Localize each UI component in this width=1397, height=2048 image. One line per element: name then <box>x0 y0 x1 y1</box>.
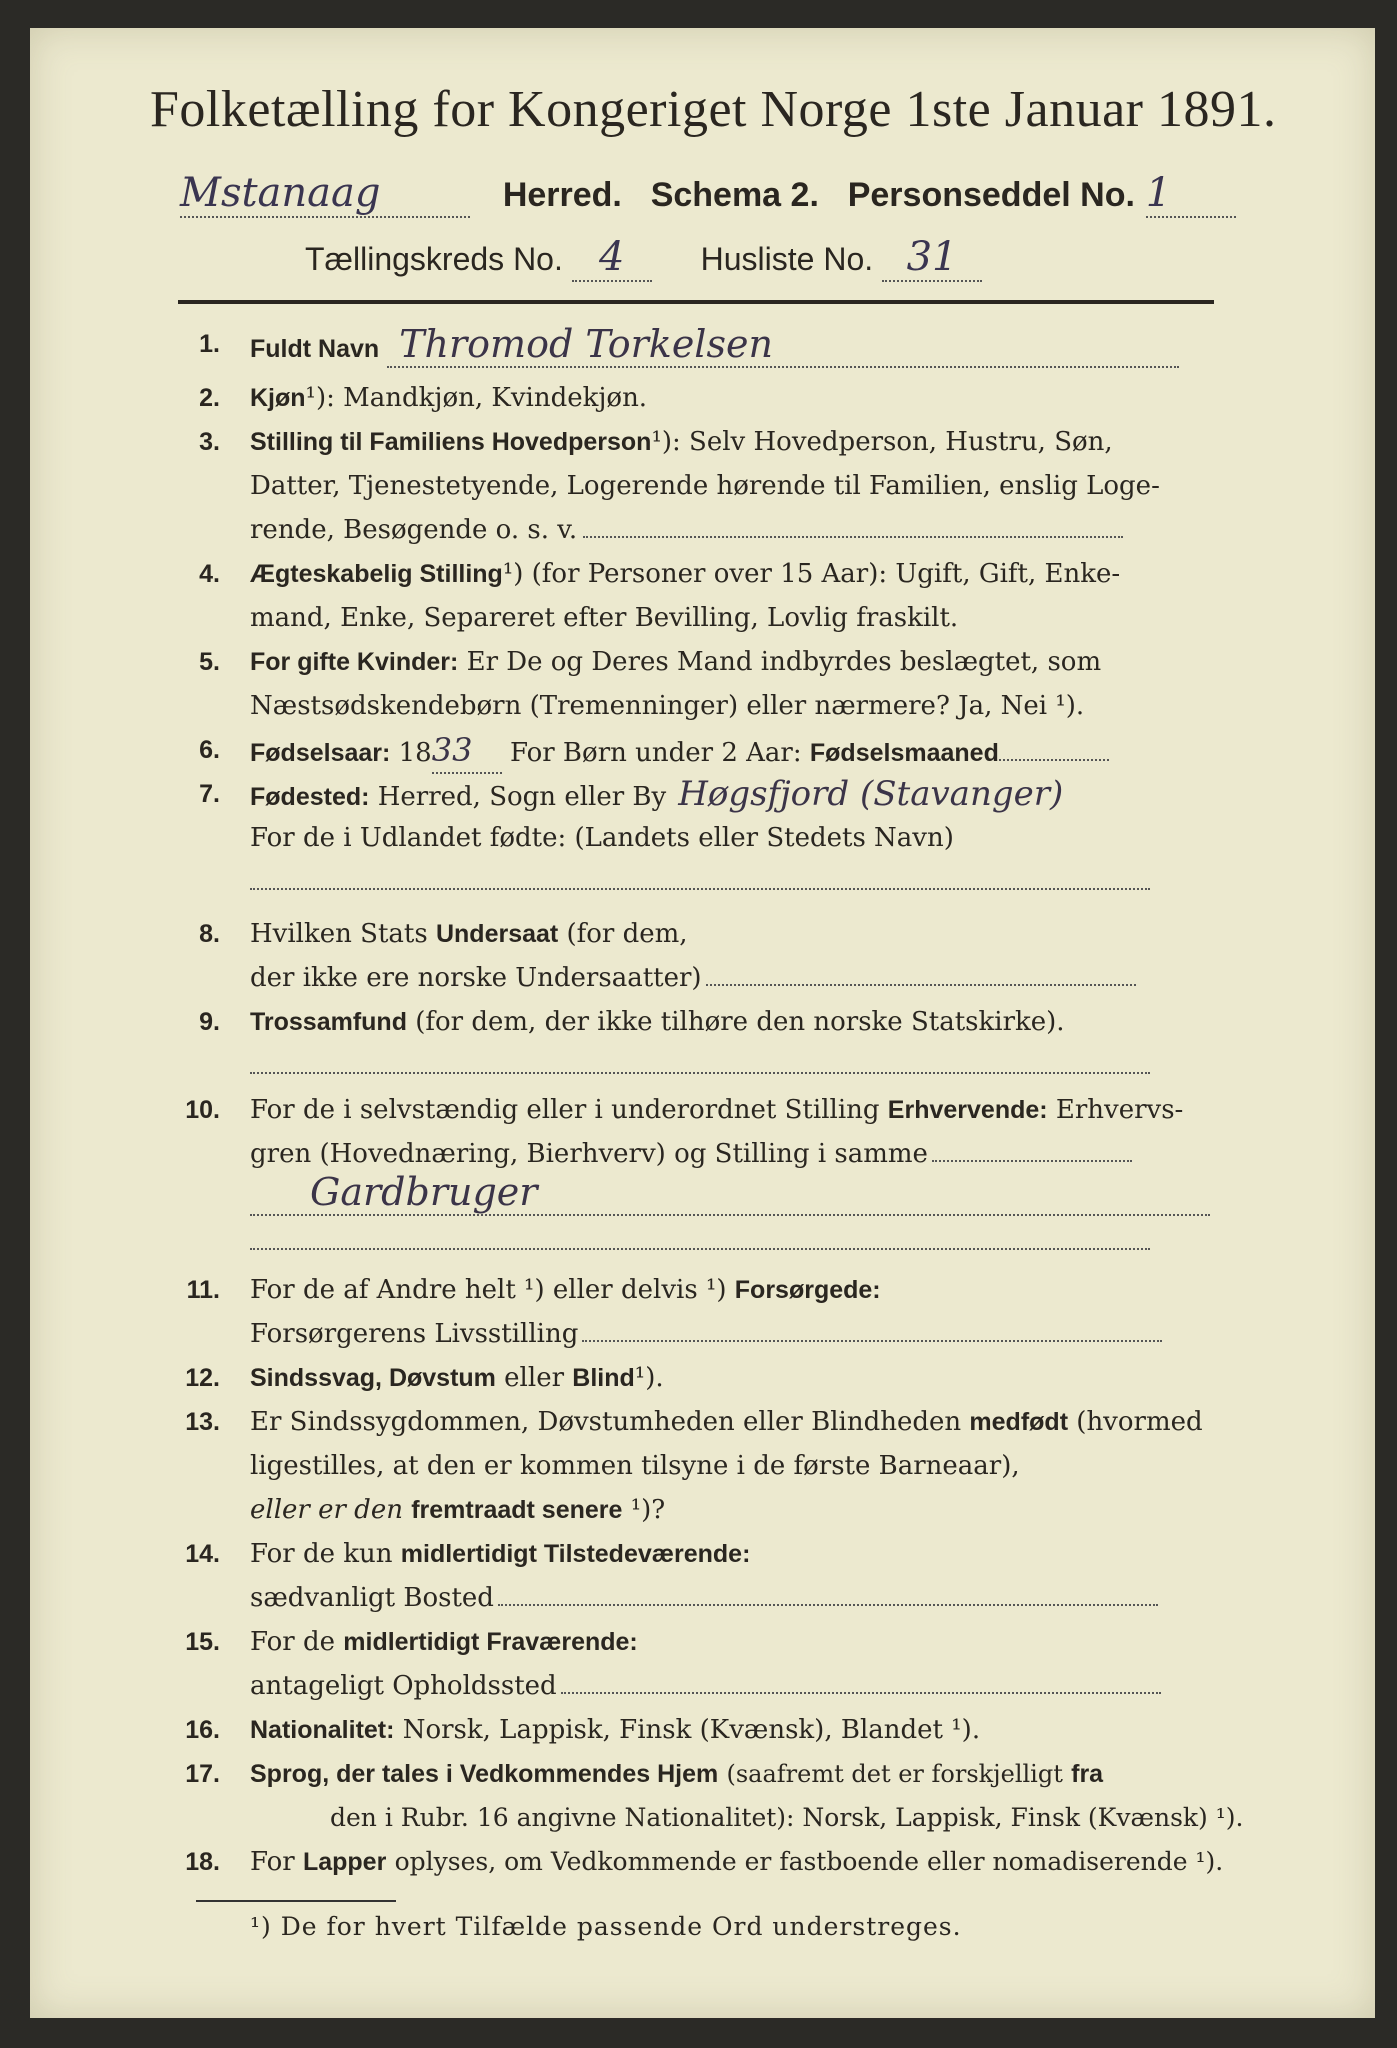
q8-text: Hvilken Stats <box>250 919 428 949</box>
q7-label: Fødested: <box>250 783 370 811</box>
q13-cont2-b: fremtraadt senere <box>411 1496 623 1524</box>
q8-number: 8. <box>199 920 220 948</box>
q16-text: Norsk, Lappisk, Finsk (Kvænsk), Blandet ¹). <box>402 1715 981 1745</box>
personseddel-value: 1 <box>1146 170 1236 218</box>
q13-number: 13. <box>185 1408 220 1436</box>
q15-dotted-line <box>561 1692 1161 1694</box>
q13-continuation-1: ligestilles, at den er kommen tilsyne i de første Barneaar), <box>250 1451 1020 1481</box>
footnote: ¹) De for hvert Tilfælde passende Ord understreges. <box>250 1912 962 1941</box>
q8-label: Undersaat <box>435 920 559 948</box>
q1-number: 1. <box>199 330 220 358</box>
q15-number: 15. <box>185 1628 220 1656</box>
q14-cont1-text: sædvanligt Bosted <box>250 1583 494 1613</box>
husliste-value: 31 <box>882 234 982 282</box>
q10-occupation-value: Gardbruger <box>250 1170 1210 1216</box>
q10-text: For de i selvstændig eller i underordnet Stilling <box>250 1095 880 1125</box>
q13-continuation-2 <box>250 1488 1240 1532</box>
q17-label: Sprog, der tales i Vedkommendes Hjem <box>250 1760 719 1788</box>
q12-label2: Blind <box>572 1364 635 1392</box>
q4-number: 4. <box>199 560 220 588</box>
q12-label: Sindssvag, Døvstum <box>250 1364 496 1392</box>
q6-year-value: 33 <box>432 728 502 774</box>
q10-cont1-text: gren (Hovednæring, Bierhverv) og Stilling i samme <box>250 1139 928 1169</box>
q17-label2: fra <box>1071 1760 1104 1788</box>
q15-continuation-1 <box>250 1664 1240 1708</box>
kreds-label: Tællingskreds No. <box>305 241 563 277</box>
q8-text2: (for dem, <box>566 919 688 949</box>
q13-text: Er Sindssygdommen, Døvstumheden eller Blindheden <box>250 1407 962 1437</box>
q10-value-line <box>250 1170 1240 1219</box>
q6-label: Fødselsaar: <box>250 739 391 767</box>
q9-text: (for dem, der ikke tilhøre den norske Statskirke). <box>415 1007 1065 1037</box>
q10-label: Erhvervende: <box>887 1096 1048 1124</box>
q2-label: Kjøn <box>250 384 306 412</box>
husliste-label: Husliste No. <box>700 241 874 277</box>
q7-dotted-line <box>250 888 1150 890</box>
herred-value: Mstanaag <box>180 170 470 218</box>
q17-continuation-1: den i Rubr. 16 angivne Nationalitet): Norsk, Lappisk, Finsk (Kvænsk) ¹). <box>330 1803 1244 1832</box>
q14-dotted-line <box>498 1604 1158 1606</box>
q8-dotted-line <box>706 984 1136 986</box>
q4-text: ¹) (for Personer over 15 Aar): Ugift, Gift, Enke- <box>502 559 1121 589</box>
q3-text: ¹): Selv Hovedperson, Hustru, Søn, <box>651 427 1113 457</box>
q4-label: Ægteskabelig Stilling <box>250 560 503 588</box>
q7-number: 7. <box>199 780 220 808</box>
q15-text: For de <box>250 1627 335 1657</box>
q11-cont1-text: Forsørgerens Livsstilling <box>250 1319 579 1349</box>
herred-label: Herred. <box>502 176 622 214</box>
q5-label: For gifte Kvinder: <box>250 648 459 676</box>
q2-number: 2. <box>199 384 220 412</box>
q12-number: 12. <box>185 1364 220 1392</box>
q9-dotted-line <box>250 1072 1150 1074</box>
q13-cont2-a: eller er den <box>250 1495 403 1525</box>
q6-label2: Fødselsmaaned <box>809 739 999 767</box>
q11-label: Forsørgede: <box>734 1276 881 1304</box>
q3-number: 3. <box>199 428 220 456</box>
q17-text: (saafremt det er forskjelligt <box>726 1760 1063 1788</box>
q10-number: 10. <box>185 1096 220 1124</box>
q1-label: Fuldt Navn <box>250 335 380 363</box>
q10-text2: Erhvervs- <box>1055 1095 1184 1125</box>
q16-number: 16. <box>185 1716 220 1744</box>
q5-text: Er De og Deres Mand indbyrdes beslægtet, som <box>466 647 1102 677</box>
q12-text2: ¹). <box>634 1363 664 1393</box>
q11-number: 11. <box>186 1276 220 1304</box>
q5-number: 5. <box>199 648 220 676</box>
header-kreds-line <box>305 234 982 282</box>
q12-text: eller <box>504 1363 565 1393</box>
q3-cont2-text: rende, Besøgende o. s. v. <box>250 515 578 545</box>
q9-number: 9. <box>199 1008 220 1036</box>
q10-dotted-line <box>932 1160 1132 1162</box>
q4-continuation-1: mand, Enke, Separeret efter Bevilling, Lovlig fraskilt. <box>250 603 959 633</box>
q7-birthplace-value: Høgsfjord (Stavanger) <box>678 774 1064 814</box>
header-rule <box>178 300 1214 304</box>
q6-number: 6. <box>199 736 220 764</box>
q18-label: Lapper <box>302 1848 387 1876</box>
q5-continuation-1: Næstsødskendebørn (Tremenninger) eller nærmere? Ja, Nei ¹). <box>250 691 1085 721</box>
q3-continuation-2 <box>250 508 1240 552</box>
schema-label: Schema 2. <box>650 176 819 214</box>
q6-year-prefix: 18 <box>398 738 432 768</box>
q6-dotted-line <box>999 759 1109 761</box>
q9-blank-line <box>250 1044 1240 1088</box>
q11-text: For de af Andre helt ¹) eller delvis ¹) <box>250 1275 727 1305</box>
q18-number: 18. <box>185 1848 220 1876</box>
q11-continuation-1 <box>250 1312 1240 1356</box>
q11-dotted-line <box>582 1340 1162 1342</box>
q2-text: ¹): Mandkjøn, Kvindekjøn. <box>305 383 648 413</box>
q8-cont1-text: der ikke ere norske Undersaatter) <box>250 963 702 993</box>
q7-text: Herred, Sogn eller By <box>377 782 667 812</box>
q14-continuation-1 <box>250 1576 1240 1620</box>
kreds-value: 4 <box>572 234 652 282</box>
q6-text: For Børn under 2 Aar: <box>509 738 802 768</box>
q10-blank-line <box>250 1220 1240 1264</box>
q13-label: medfødt <box>969 1408 1069 1436</box>
personseddel-label: Personseddel No. <box>847 176 1135 214</box>
q8-continuation-1 <box>250 956 1240 1000</box>
header-herred-line <box>180 170 1236 218</box>
q15-cont1-text: antageligt Opholdssted <box>250 1671 557 1701</box>
q10-dotted-line-2 <box>250 1248 1150 1250</box>
q18-text2: oplyses, om Vedkommende er fastboende eller nomadiserende ¹). <box>394 1847 1224 1876</box>
q17-number: 17. <box>185 1760 220 1788</box>
q9-label: Trossamfund <box>250 1008 407 1036</box>
q13-text2: (hvormed <box>1076 1407 1203 1437</box>
q15-label: midlertidigt Fraværende: <box>343 1628 638 1656</box>
q3-continuation-1: Datter, Tjenestetyende, Logerende hørende til Familien, enslig Loge- <box>250 471 1160 501</box>
q16-label: Nationalitet: <box>250 1716 395 1744</box>
q1-name-value: Thromod Torkelsen <box>387 322 1179 368</box>
q3-label: Stilling til Familiens Hovedperson <box>250 428 652 456</box>
q7-blank-line <box>250 860 1240 904</box>
q14-number: 14. <box>185 1540 220 1568</box>
q3-dotted-line <box>583 536 1123 538</box>
q7-continuation-1: For de i Udlandet fødte: (Landets eller Stedets Navn) <box>250 823 954 853</box>
q14-text: For de kun <box>250 1539 393 1569</box>
q13-cont2-c: ¹)? <box>630 1495 666 1525</box>
q14-label: midlertidigt Tilstedeværende: <box>400 1540 751 1568</box>
form-title: Folketælling for Kongeriget Norge 1ste Januar 1891. <box>150 81 1277 138</box>
footnote-rule <box>196 1900 396 1902</box>
q18-text: For <box>250 1847 295 1877</box>
